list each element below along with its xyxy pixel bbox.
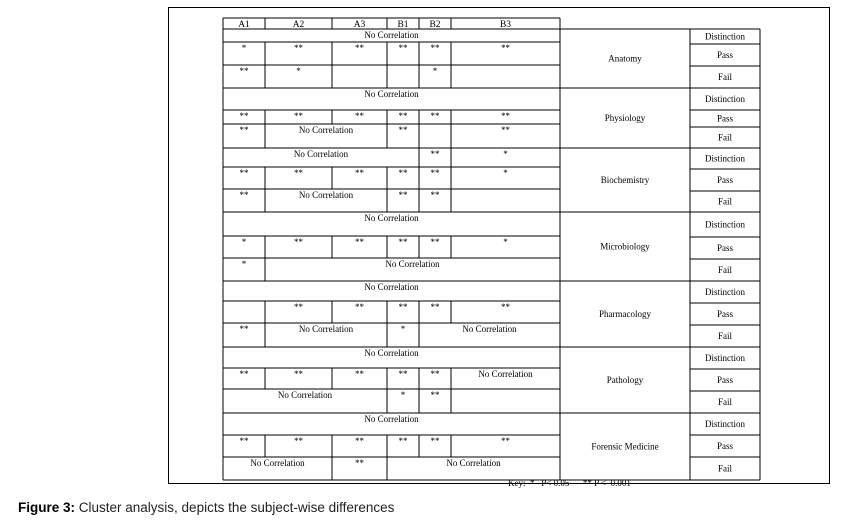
- no-correlation-label: No Correlation: [478, 369, 533, 379]
- subject-name: Physiology: [604, 113, 646, 123]
- significance-marker: **: [430, 369, 440, 379]
- no-correlation-label: No Correlation: [277, 390, 333, 400]
- significance-marker: **: [239, 436, 249, 446]
- significance-marker: **: [355, 436, 364, 446]
- significance-marker: **: [355, 168, 364, 178]
- grade-fail: Fail: [717, 265, 733, 275]
- significance-marker: *: [503, 149, 508, 159]
- grade-pass: Pass: [716, 375, 734, 385]
- no-correlation-label: No Correlation: [293, 149, 349, 159]
- significance-marker: **: [430, 237, 440, 247]
- grade-distinction: Distinction: [705, 31, 745, 42]
- significance-marker: **: [239, 66, 249, 76]
- grade-distinction: Distinction: [705, 353, 745, 363]
- figure-caption-label: Figure 3:: [18, 500, 76, 515]
- significance-marker: **: [398, 43, 408, 53]
- significance-marker: **: [355, 369, 364, 379]
- significance-marker: **: [239, 369, 249, 379]
- significance-marker: **: [355, 237, 364, 247]
- subject-name: Anatomy: [608, 53, 642, 64]
- significance-marker: **: [239, 190, 249, 200]
- grade-fail: Fail: [717, 463, 733, 474]
- column-header-b2: B2: [429, 20, 441, 30]
- no-correlation-label: No Correlation: [462, 324, 517, 334]
- significance-marker: **: [294, 168, 303, 178]
- grade-pass: Pass: [716, 113, 734, 124]
- significance-marker: **: [294, 302, 303, 312]
- no-correlation-label: No Correlation: [446, 458, 501, 468]
- significance-marker: **: [294, 436, 303, 446]
- column-header-b1: B1: [397, 20, 409, 30]
- significance-marker: *: [432, 66, 438, 76]
- significance-marker: **: [239, 125, 249, 135]
- no-correlation-label: No Correlation: [364, 282, 419, 292]
- significance-marker: **: [294, 43, 303, 53]
- grade-distinction: Distinction: [705, 287, 745, 297]
- no-correlation-label: No Correlation: [298, 190, 354, 200]
- significance-key: Key: * P< 0.05 ** P < 0.001: [508, 478, 631, 488]
- grade-pass: Pass: [716, 441, 734, 451]
- significance-marker: **: [239, 324, 249, 334]
- grade-fail: Fail: [717, 132, 733, 143]
- subject-name: Pathology: [606, 375, 644, 385]
- grade-pass: Pass: [716, 175, 734, 185]
- significance-marker: **: [239, 111, 249, 121]
- significance-marker: **: [398, 302, 408, 312]
- significance-marker: **: [294, 237, 303, 247]
- significance-marker: **: [355, 302, 364, 312]
- grade-pass: Pass: [716, 309, 734, 319]
- significance-marker: *: [503, 168, 508, 178]
- grade-pass: Pass: [716, 243, 734, 253]
- figure-caption-text: Cluster analysis, depicts the subject-wise differences: [75, 500, 395, 515]
- significance-marker: **: [355, 458, 364, 468]
- column-header-a2: A2: [292, 20, 305, 30]
- significance-marker: *: [400, 390, 406, 400]
- grade-distinction: Distinction: [705, 153, 745, 164]
- significance-marker: *: [241, 237, 247, 247]
- grade-distinction: Distinction: [705, 419, 745, 429]
- significance-marker: **: [430, 168, 440, 178]
- significance-marker: **: [430, 111, 440, 121]
- significance-marker: *: [241, 43, 247, 53]
- significance-marker: **: [501, 111, 510, 121]
- no-correlation-label: No Correlation: [364, 414, 419, 424]
- significance-marker: **: [501, 302, 510, 312]
- no-correlation-label: No Correlation: [298, 125, 354, 135]
- column-header-a3: A3: [353, 20, 366, 30]
- significance-marker: **: [239, 168, 249, 178]
- significance-marker: **: [398, 369, 408, 379]
- no-correlation-label: No Correlation: [250, 458, 305, 468]
- significance-marker: **: [294, 111, 303, 121]
- significance-marker: **: [398, 168, 408, 178]
- significance-marker: **: [398, 436, 408, 446]
- no-correlation-label: No Correlation: [364, 30, 419, 40]
- significance-marker: **: [501, 125, 510, 135]
- grade-pass: Pass: [716, 50, 734, 60]
- significance-marker: *: [296, 66, 301, 76]
- significance-marker: **: [501, 43, 510, 53]
- grade-fail: Fail: [717, 196, 733, 207]
- significance-marker: **: [430, 43, 440, 53]
- subject-name: Microbiology: [600, 241, 650, 252]
- significance-marker: **: [294, 369, 303, 379]
- grade-fail: Fail: [717, 72, 733, 82]
- subject-name: Pharmacology: [599, 309, 651, 319]
- subject-name: Forensic Medicine: [591, 441, 659, 452]
- significance-marker: **: [398, 237, 408, 247]
- grade-distinction: Distinction: [705, 219, 745, 230]
- significance-marker: **: [398, 111, 408, 121]
- grade-fail: Fail: [717, 331, 733, 341]
- significance-marker: **: [430, 436, 440, 446]
- significance-marker: **: [398, 190, 408, 200]
- no-correlation-label: No Correlation: [364, 213, 419, 223]
- figure-caption: [18, 500, 394, 515]
- significance-marker: **: [430, 190, 440, 200]
- significance-marker: **: [430, 390, 440, 400]
- column-header-a1: A1: [238, 20, 250, 30]
- significance-marker: *: [241, 259, 247, 269]
- significance-marker: **: [430, 302, 440, 312]
- no-correlation-label: No Correlation: [364, 89, 419, 99]
- significance-marker: **: [355, 43, 364, 53]
- significance-marker: **: [501, 436, 510, 446]
- grade-fail: Fail: [717, 397, 733, 407]
- significance-marker: **: [430, 149, 440, 159]
- no-correlation-label: No Correlation: [298, 324, 354, 334]
- no-correlation-label: No Correlation: [364, 348, 419, 358]
- subject-name: Biochemistry: [600, 175, 650, 185]
- no-correlation-label: No Correlation: [385, 259, 440, 269]
- significance-marker: **: [398, 125, 408, 135]
- column-header-b3: B3: [499, 20, 512, 30]
- grade-distinction: Distinction: [705, 94, 745, 104]
- significance-marker: *: [400, 324, 406, 334]
- significance-marker: **: [355, 111, 364, 121]
- significance-marker: *: [503, 237, 508, 247]
